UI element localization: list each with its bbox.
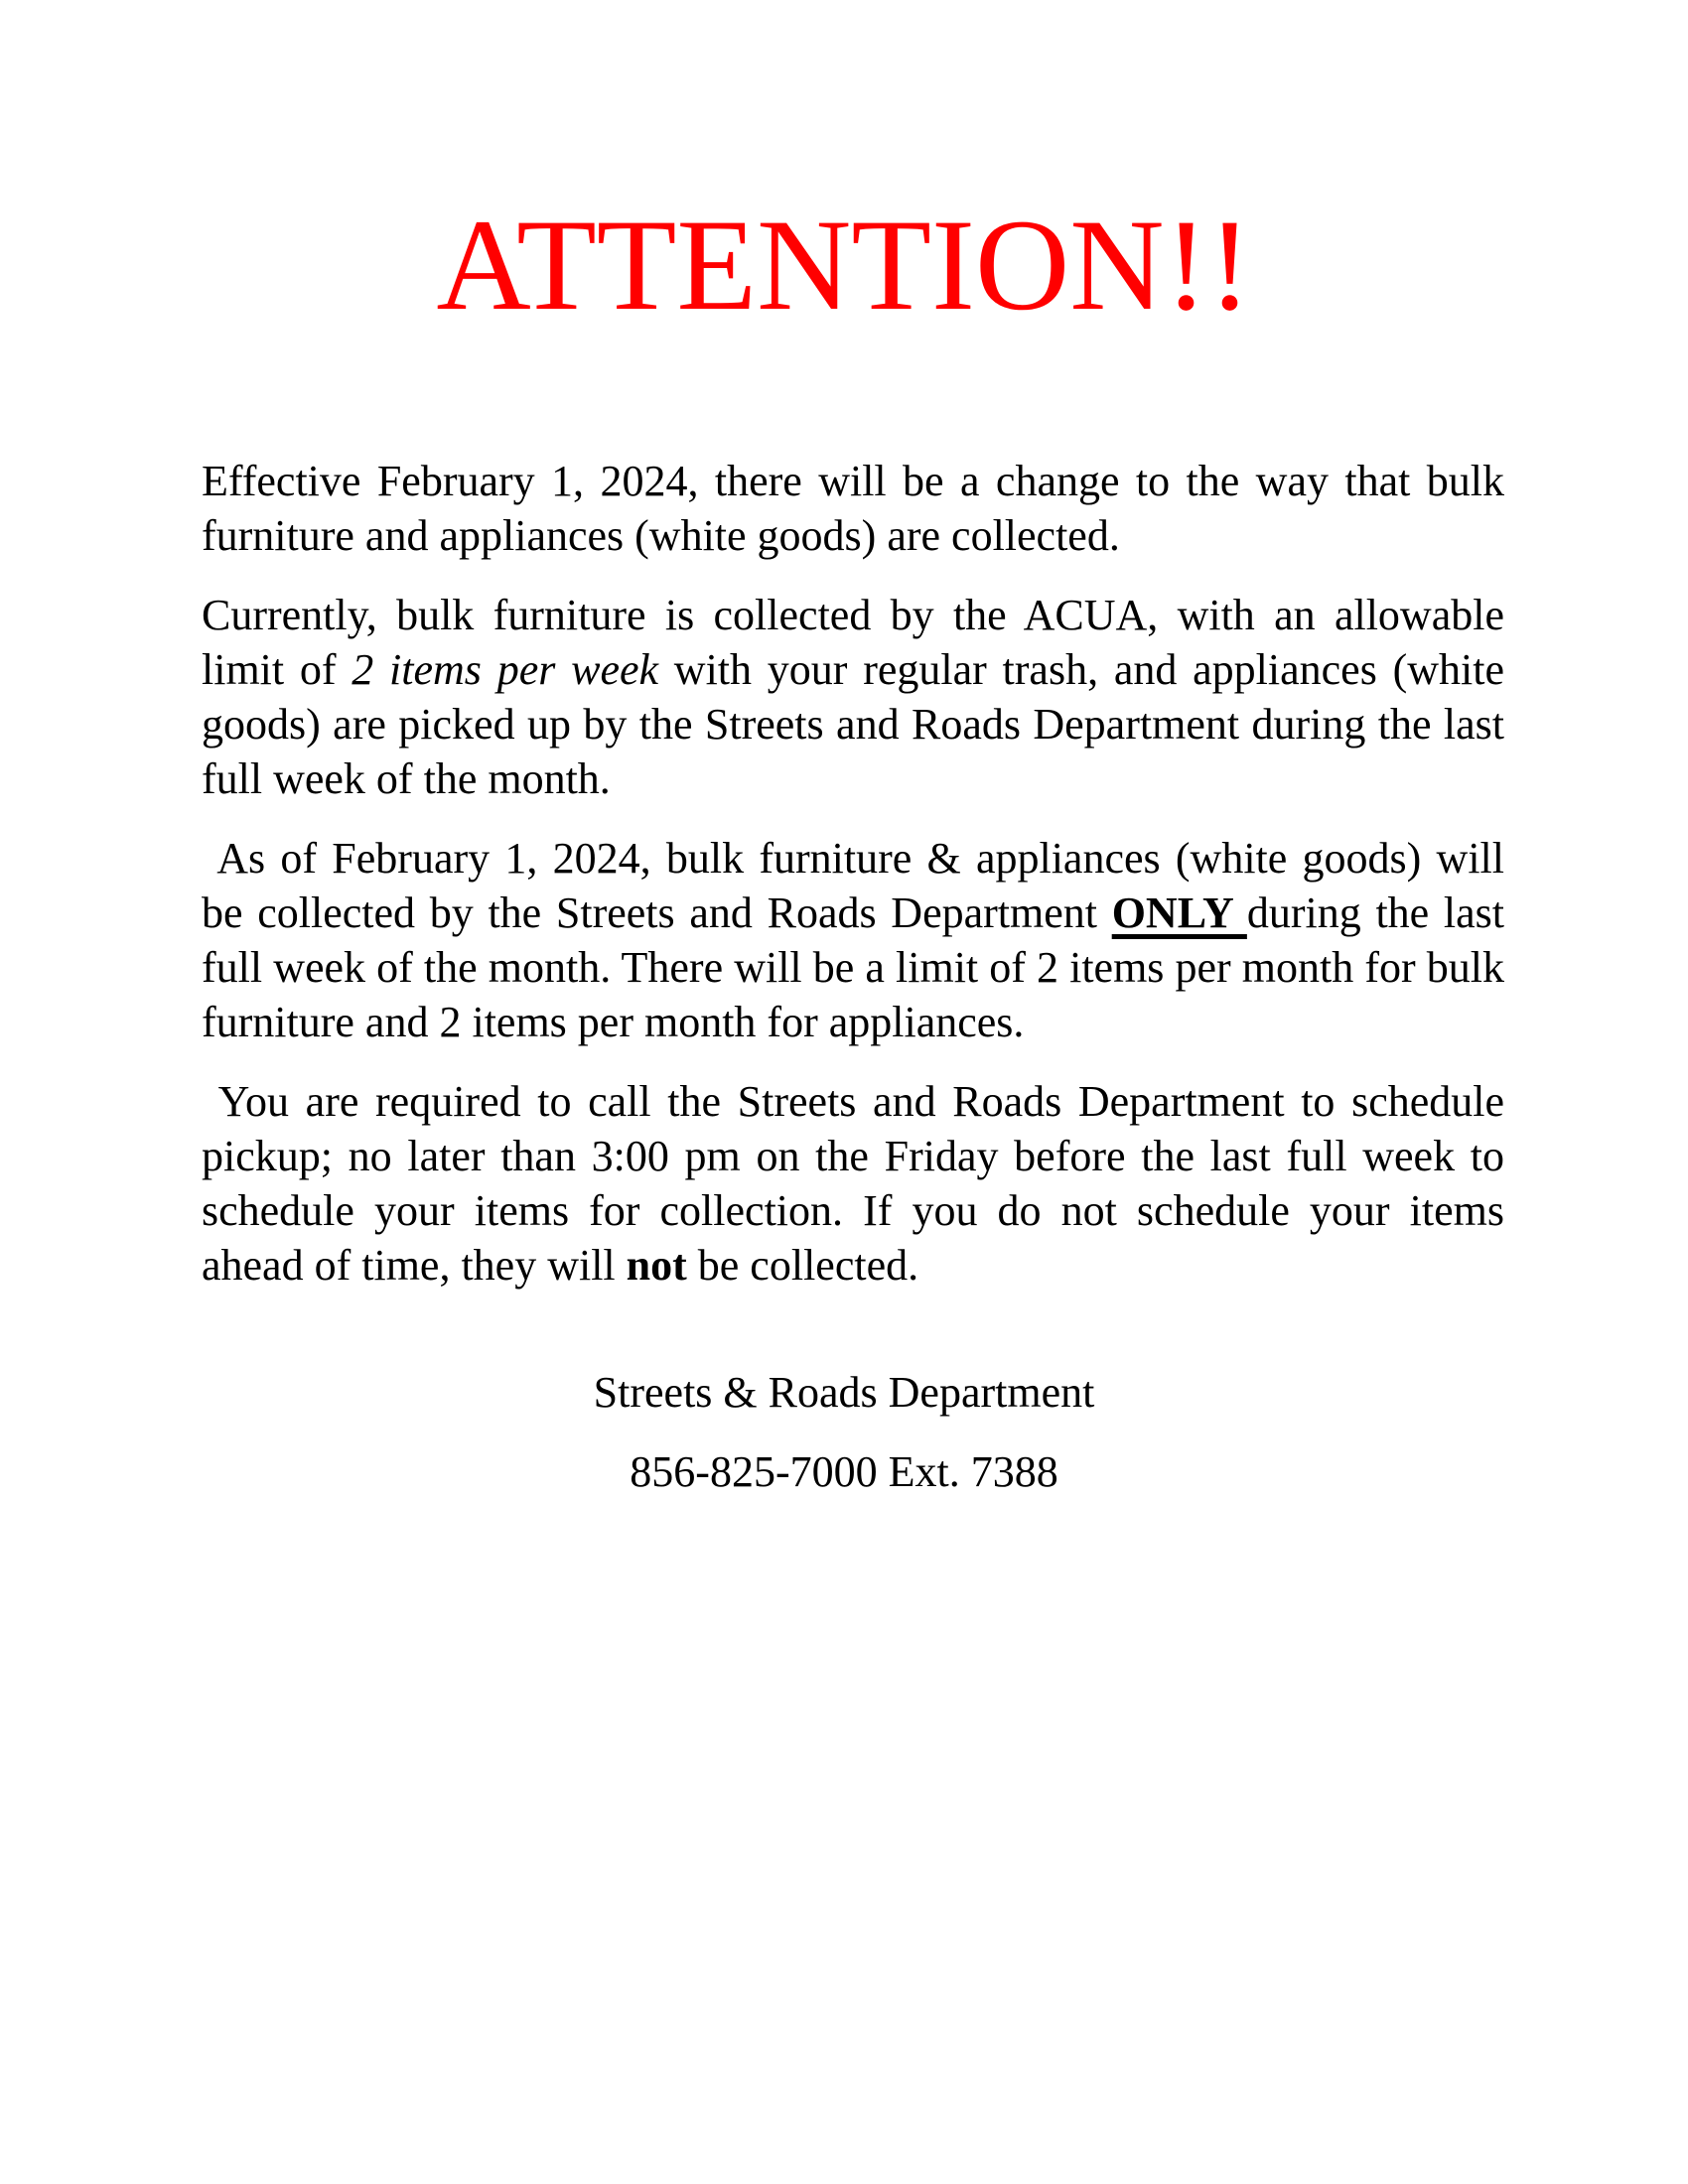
text-run: during the last full week of the month. There will be a limit of 2 items per month for bulk furniture and 2 items per month for appliances. xyxy=(202,888,1516,1046)
text-run: Effective February 1, 2024, there will be a change to the way that bulk furniture and appliances (white goods) are collected. xyxy=(202,457,1515,560)
text-run: be collected. xyxy=(686,1241,919,1290)
text-run: with your regular trash, and appliances (white goods) are picked up by the Streets and Roads Department during the last full week of the month. xyxy=(202,645,1515,803)
footer-department: Streets & Roads Department xyxy=(593,1368,1095,1417)
paragraph xyxy=(202,454,1515,563)
text-run-italic: 2 items per week xyxy=(352,645,659,694)
text-run-bold-underline: ONLY xyxy=(1111,888,1247,937)
text-run: As of February 1, 2024, bulk furniture & appliances (white goods) will be collected by the Streets and Roads Department xyxy=(202,834,1516,937)
text-run: Currently, bulk furniture is collected by the ACUA, with an allowable limit of xyxy=(202,591,1515,694)
text-run-bold: not xyxy=(626,1241,687,1290)
footer-phone: 856-825-7000 Ext. 7388 xyxy=(630,1447,1058,1496)
body-paragraphs xyxy=(202,454,1516,1293)
page-title: ATTENTION!! xyxy=(436,192,1252,338)
paragraph xyxy=(202,1074,1516,1293)
text-run: You are required to call the Streets and Roads Department to schedule pickup; no later than 3:00 pm on the Friday before the last full week to schedule your items for collection. If you do not schedule your items ahead of time, they will xyxy=(202,1077,1516,1290)
paragraph xyxy=(202,831,1516,1049)
footer xyxy=(0,1365,1688,1499)
paragraph xyxy=(202,588,1515,806)
